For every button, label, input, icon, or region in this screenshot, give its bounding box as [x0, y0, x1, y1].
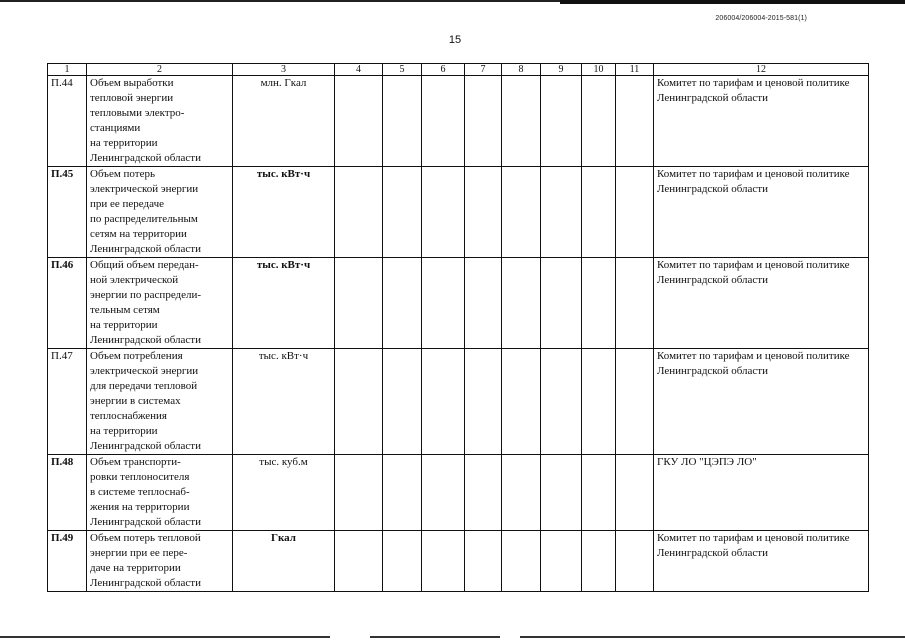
row-code: П.46 [48, 258, 87, 349]
row-code: П.47 [48, 349, 87, 455]
value-cell [335, 76, 383, 167]
column-header: 3 [233, 64, 335, 76]
row-name: Общий объем передан- ной электрической энергии по распредели- тельным сетям на территории Ленинградской области [87, 258, 233, 349]
value-cell [582, 258, 616, 349]
row-name: Объем транспорти- ровки теплоносителя в системе теплоснаб- жения на территории Ленинградской области [87, 455, 233, 531]
value-cell [422, 349, 465, 455]
row-code: П.48 [48, 455, 87, 531]
value-cell [541, 349, 582, 455]
value-cell [502, 349, 541, 455]
value-cell [335, 258, 383, 349]
value-cell [616, 531, 654, 592]
table-row [48, 455, 869, 531]
row-unit: тыс. кВт·ч [233, 167, 335, 258]
row-unit: млн. Гкал [233, 76, 335, 167]
table-row [48, 349, 869, 455]
row-unit: тыс. кВт·ч [233, 349, 335, 455]
row-code: П.45 [48, 167, 87, 258]
value-cell [541, 258, 582, 349]
value-cell [335, 349, 383, 455]
value-cell [465, 258, 502, 349]
row-name: Объем потерь электрической энергии при ее передаче по распределительным сетям на территории Ленинградской области [87, 167, 233, 258]
value-cell [383, 76, 422, 167]
row-unit: тыс. куб.м [233, 455, 335, 531]
row-unit: Гкал [233, 531, 335, 592]
value-cell [502, 531, 541, 592]
value-cell [383, 349, 422, 455]
column-header: 1 [48, 64, 87, 76]
table-row [48, 167, 869, 258]
row-responsible: Комитет по тарифам и ценовой политике Ленинградской области [654, 76, 869, 167]
value-cell [541, 167, 582, 258]
row-name: Объем выработки тепловой энергии тепловыми электро- станциями на территории Ленинградской области [87, 76, 233, 167]
row-name: Объем потребления электрической энергии для передачи тепловой энергии в системах теплоснабжения на территории Ленинградской области [87, 349, 233, 455]
value-cell [582, 455, 616, 531]
scan-bottom-edge [0, 636, 905, 640]
row-code: П.44 [48, 76, 87, 167]
document-id: 206004/206004-2015-581(1) [715, 15, 807, 22]
value-cell [383, 167, 422, 258]
column-header: 11 [616, 64, 654, 76]
row-responsible: Комитет по тарифам и ценовой политике Ленинградской области [654, 167, 869, 258]
column-header: 9 [541, 64, 582, 76]
value-cell [465, 531, 502, 592]
value-cell [582, 167, 616, 258]
table-row [48, 531, 869, 592]
value-cell [383, 531, 422, 592]
value-cell [502, 76, 541, 167]
value-cell [502, 167, 541, 258]
value-cell [383, 258, 422, 349]
row-responsible: ГКУ ЛО "ЦЭПЭ ЛО" [654, 455, 869, 531]
value-cell [383, 455, 422, 531]
value-cell [616, 76, 654, 167]
row-responsible: Комитет по тарифам и ценовой политике Ленинградской области [654, 531, 869, 592]
value-cell [541, 76, 582, 167]
value-cell [582, 349, 616, 455]
value-cell [465, 76, 502, 167]
row-code: П.49 [48, 531, 87, 592]
value-cell [582, 531, 616, 592]
row-responsible: Комитет по тарифам и ценовой политике Ленинградской области [654, 258, 869, 349]
value-cell [616, 349, 654, 455]
table-row [48, 76, 869, 167]
value-cell [422, 167, 465, 258]
row-unit: тыс. кВт·ч [233, 258, 335, 349]
value-cell [616, 455, 654, 531]
row-responsible: Комитет по тарифам и ценовой политике Ленинградской области [654, 349, 869, 455]
value-cell [541, 531, 582, 592]
column-header: 6 [422, 64, 465, 76]
column-header: 7 [465, 64, 502, 76]
column-header: 2 [87, 64, 233, 76]
value-cell [335, 455, 383, 531]
value-cell [422, 76, 465, 167]
value-cell [616, 258, 654, 349]
value-cell [541, 455, 582, 531]
value-cell [502, 258, 541, 349]
row-name: Объем потерь тепловой энергии при ее пере- даче на территории Ленинградской области [87, 531, 233, 592]
scan-top-edge [0, 0, 905, 4]
value-cell [502, 455, 541, 531]
value-cell [582, 76, 616, 167]
value-cell [422, 531, 465, 592]
table-row [48, 258, 869, 349]
value-cell [465, 455, 502, 531]
column-header: 5 [383, 64, 422, 76]
column-header: 8 [502, 64, 541, 76]
indicators-table [47, 63, 869, 592]
value-cell [616, 167, 654, 258]
value-cell [422, 258, 465, 349]
value-cell [465, 167, 502, 258]
value-cell [335, 167, 383, 258]
value-cell [465, 349, 502, 455]
value-cell [422, 455, 465, 531]
page-number: 15 [448, 34, 462, 46]
header-row [48, 64, 869, 76]
column-header: 12 [654, 64, 869, 76]
column-header: 10 [582, 64, 616, 76]
value-cell [335, 531, 383, 592]
column-header: 4 [335, 64, 383, 76]
